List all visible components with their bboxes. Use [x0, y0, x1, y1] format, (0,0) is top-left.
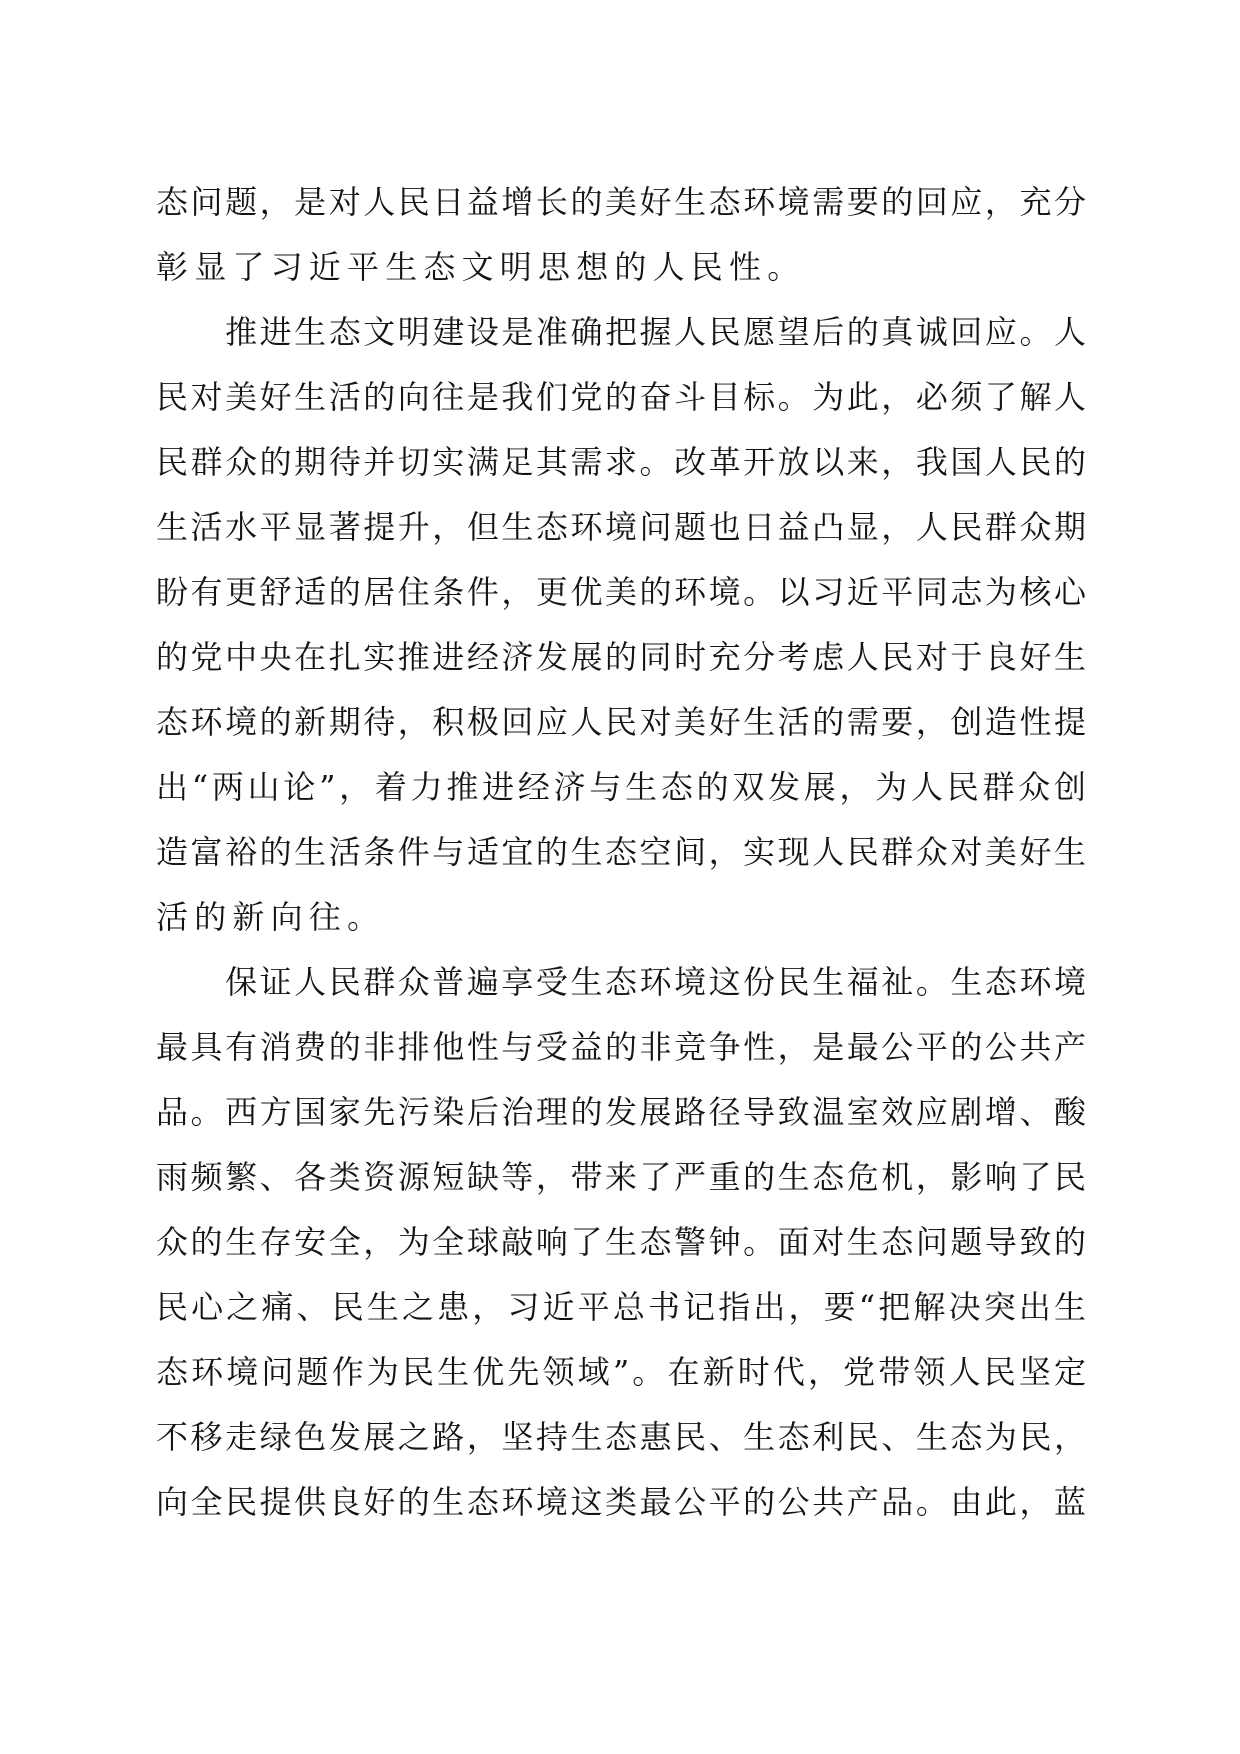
text-line: 保证人民群众普遍享受生态环境这份民生福祉。生态环境	[156, 963, 1086, 1001]
text-line: 雨频繁、各类资源短缺等，带来了严重的生态危机，影响了民	[156, 1158, 1086, 1196]
text-line: 向全民提供良好的生态环境这类最公平的公共产品。由此，蓝	[156, 1483, 1086, 1521]
text-line: 不移走绿色发展之路，坚持生态惠民、生态利民、生态为民，	[156, 1418, 1086, 1456]
text-line: 造富裕的生活条件与适宜的生态空间，实现人民群众对美好生	[156, 833, 1086, 871]
text-line: 彰显了习近平生态文明思想的人民性。	[156, 248, 806, 286]
text-line: 众的生存安全，为全球敲响了生态警钟。面对生态问题导致的	[156, 1223, 1086, 1261]
text-line: 民对美好生活的向往是我们党的奋斗目标。为此，必须了解人	[156, 378, 1086, 416]
text-line: 最具有消费的非排他性与受益的非竞争性，是最公平的公共产	[156, 1028, 1086, 1066]
text-line: 态问题，是对人民日益增长的美好生态环境需要的回应，充分	[156, 183, 1086, 221]
text-line: 态环境问题作为民生优先领域”。在新时代，党带领人民坚定	[156, 1353, 1086, 1391]
text-line: 盼有更舒适的居住条件，更优美的环境。以习近平同志为核心	[156, 573, 1086, 611]
text-line: 的党中央在扎实推进经济发展的同时充分考虑人民对于良好生	[156, 638, 1086, 676]
text-line: 品。西方国家先污染后治理的发展路径导致温室效应剧增、酸	[156, 1093, 1086, 1131]
text-line: 民心之痛、民生之患，习近平总书记指出，要“把解决突出生	[156, 1288, 1086, 1326]
text-line: 推进生态文明建设是准确把握人民愿望后的真诚回应。人	[156, 313, 1086, 351]
text-line: 生活水平显著提升，但生态环境问题也日益凸显，人民群众期	[156, 508, 1086, 546]
text-line: 态环境的新期待，积极回应人民对美好生活的需要，创造性提	[156, 703, 1086, 741]
text-line: 活的新向往。	[156, 898, 386, 936]
body-text	[156, 170, 1086, 1535]
text-line: 出“两山论”，着力推进经济与生态的双发展，为人民群众创	[156, 768, 1086, 806]
text-line: 民群众的期待并切实满足其需求。改革开放以来，我国人民的	[156, 443, 1086, 481]
